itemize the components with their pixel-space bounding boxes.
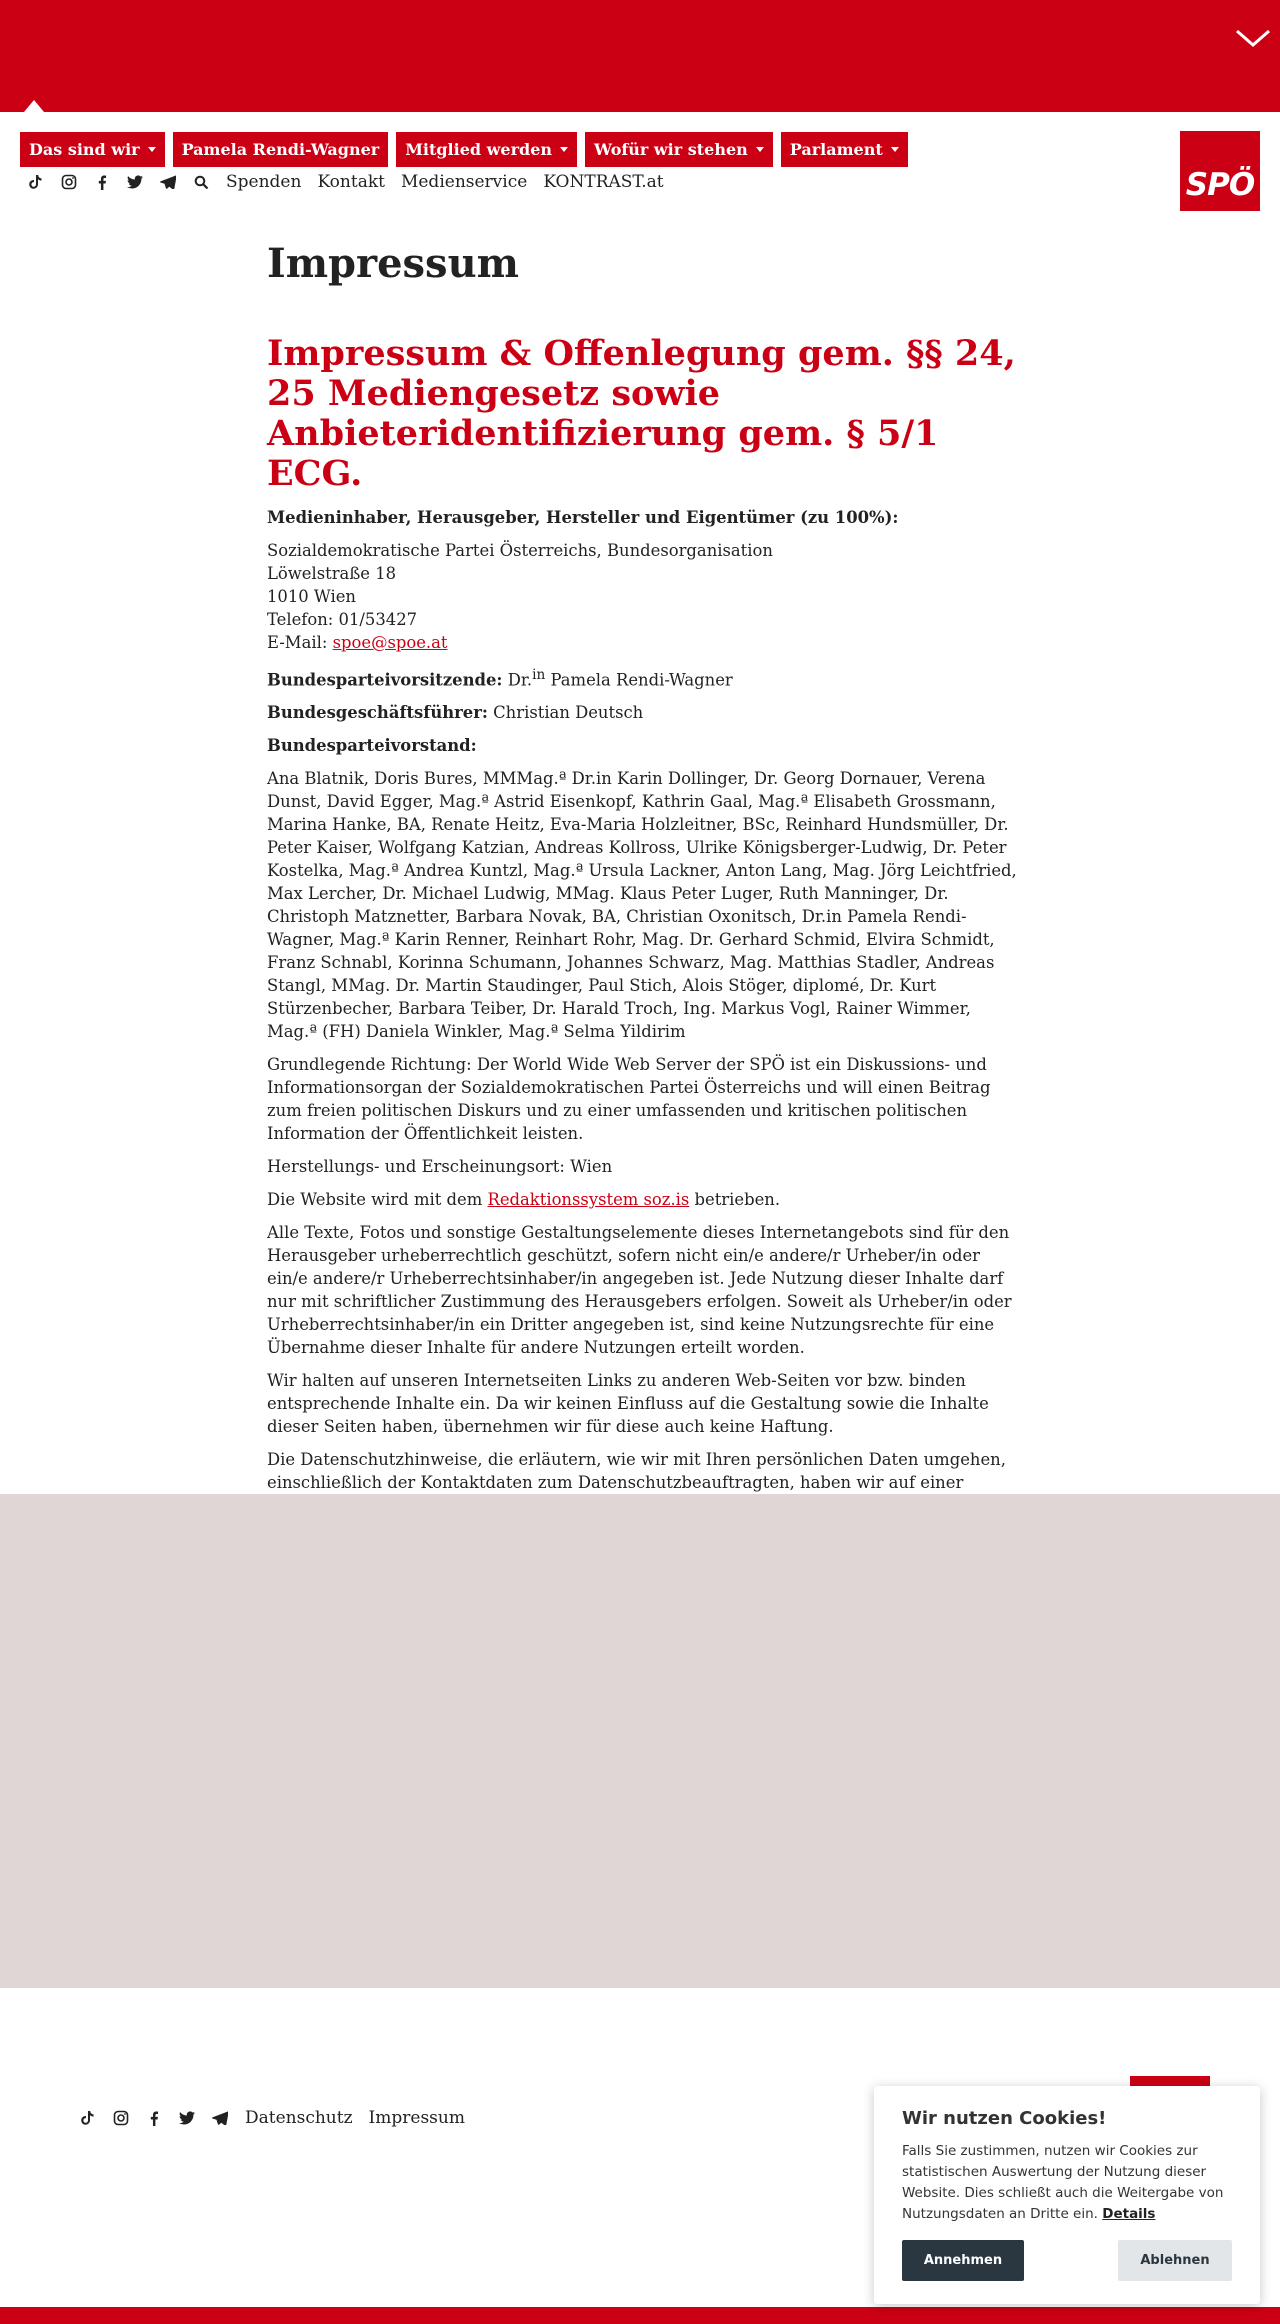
- bottom-bar: [0, 2307, 1280, 2324]
- nav-pamela-rendi-wagner[interactable]: Pamela Rendi-Wagner: [173, 132, 389, 167]
- caret-down-icon: [891, 147, 899, 152]
- footer-banner-area: [0, 1494, 1280, 1988]
- place-text: Herstellungs- und Erscheinungsort: Wien: [267, 1157, 613, 1177]
- tiktok-icon[interactable]: [80, 2110, 96, 2126]
- cms-link[interactable]: Redaktionssystem soz.is: [487, 1190, 690, 1210]
- instagram-icon[interactable]: [61, 174, 77, 190]
- cookie-decline-button[interactable]: Ablehnen: [1118, 2240, 1232, 2281]
- direction-text: Grundlegende Richtung: Der World Wide Web Server der SPÖ ist ein Diskussions- und Informationsorgan der Sozialdemokratischen Partei Österreichs und will einen Beitrag zum freien politischen Diskurs und zu einer umfassenden und kritischen politischen Information der Öffentlichkeit leisten.: [267, 1055, 991, 1144]
- main-nav: [20, 132, 908, 167]
- top-banner: [0, 0, 1280, 112]
- cookie-title: Wir nutzen Cookies!: [902, 2108, 1107, 2129]
- privacy-text: Die Datenschutzhinweise, die erläutern, wie wir mit Ihren persönlichen Daten umgehen, einschließlich der Kontaktdaten zum Datenschutzbeauftragten, haben wir auf einer: [267, 1448, 1017, 1517]
- page-title: Impressum: [267, 240, 519, 287]
- cookie-buttons: [902, 2240, 1232, 2281]
- secondary-nav: [28, 172, 680, 192]
- instagram-icon[interactable]: [113, 2110, 129, 2126]
- owner-label: Medieninhaber, Herausgeber, Hersteller und Eigentümer (zu 100%):: [267, 508, 899, 527]
- imprint-heading: Impressum & Offenlegung gem. §§ 24, 25 Mediengesetz sowie Anbieteridentifizierung gem. § 5/1 ECG.: [267, 333, 1016, 494]
- link-kontakt[interactable]: Kontakt: [317, 172, 385, 192]
- cookie-accept-button[interactable]: Annehmen: [902, 2240, 1024, 2281]
- footer-nav: [80, 2108, 481, 2128]
- caret-down-icon: [148, 147, 156, 152]
- caret-down-icon: [756, 147, 764, 152]
- manager-line: Bundesgeschäftsführer: Christian Deutsch: [267, 703, 644, 723]
- twitter-icon[interactable]: [179, 2110, 195, 2126]
- nav-mitglied-werden[interactable]: Mitglied werden: [396, 132, 577, 167]
- link-kontrast[interactable]: KONTRAST.at: [543, 172, 664, 192]
- copyright-text: Alle Texte, Fotos und sonstige Gestaltungselemente dieses Internetangebots sind für den Herausgeber urheberrechtlich geschützt, sofern nicht ein/e andere/r Urheber/in oder ein/e andere/r Urheberrechtsinhaber/in angegeben ist. Jede Nutzung dieser Inhalte darf nur mit schriftlicher Zustimmung des Herausgebers erfolgen. Soweit als Urheber/in oder Urheberrechtsinhaber/in ein Dritter angegeben ist, sind keine Nutzungsrechte für eine Übernahme dieser Inhalte für andere Nutzungen erteilt worden.: [267, 1223, 1012, 1358]
- spoe-logo[interactable]: SPÖ: [1180, 131, 1260, 211]
- cookie-text: Falls Sie zustimmen, nutzen wir Cookies zur statistischen Auswertung der Nutzung dieser Website. Dies schließt auch die Weitergabe von Nutzungsdaten an Dritte ein. Details: [902, 2143, 1224, 2222]
- nav-das-sind-wir[interactable]: Das sind wir: [20, 132, 165, 167]
- chair-line: Bundesparteivorsitzende: Dr.$^{in}$ Pamela Rendi-Wagner: [267, 667, 733, 690]
- footer-link-impressum[interactable]: Impressum: [368, 2108, 465, 2128]
- telegram-icon[interactable]: [212, 2110, 228, 2126]
- board-members: Ana Blatnik, Doris Bures, MMMag.ª Dr.in Karin Dollinger, Dr. Georg Dornauer, Verena Dunst, David Egger, Mag.ª Astrid Eisenkopf, Kathrin Gaal, Mag.ª Elisabeth Grossmann, Marina Hanke, BA, Renate Heitz, Eva-Maria Holzleitner, BSc, Reinhard Hundsmüller, Dr. Peter Kaiser, Wolfgang Katzian, Andreas Kollross, Ulrike Königsberger-Ludwig, Dr. Peter Kostelka, Mag.ª Andrea Kuntzl, Mag.ª Ursula Lackner, Anton Lang, Mag. Jörg Leichtfried, Max Lercher, Dr. Michael Ludwig, MMag. Klaus Peter Luger, Ruth Manninger, Dr. Christoph Matznetter, Barbara Novak, BA, Christian Oxonitsch, Dr.in Pamela Rendi-Wagner, Mag.ª Karin Renner, Reinhart Rohr, Mag. Dr. Gerhard Schmid, Elvira Schmidt, Franz Schnabl, Korinna Schumann, Johannes Schwarz, Mag. Matthias Stadler, Andreas Stangl, MMag. Dr. Martin Staudinger, Paul Stich, Alois Stöger, diplomé, Dr. Kurt Stürzenbecher, Barbara Teiber, Dr. Harald Troch, Ing. Markus Vogl, Rainer Wimmer, Mag.ª (FH) Daniela Winkler, Mag.ª Selma Yildirim: [267, 769, 1017, 1042]
- menu-indicator: [24, 100, 44, 112]
- board-label: Bundesparteivorstand:: [267, 736, 477, 756]
- caret-down-icon: [560, 147, 568, 152]
- search-icon[interactable]: [193, 174, 209, 190]
- telegram-icon[interactable]: [160, 174, 176, 190]
- nav-parlament[interactable]: Parlament: [781, 132, 908, 167]
- facebook-icon[interactable]: [94, 174, 110, 190]
- email-link[interactable]: spoe@spoe.at: [332, 633, 448, 652]
- tiktok-icon[interactable]: [28, 174, 44, 190]
- link-medienservice[interactable]: Medienservice: [400, 172, 528, 192]
- links-disclaimer: Wir halten auf unseren Internetseiten Links zu anderen Web-Seiten vor bzw. binden entsprechende Inhalte ein. Da wir keinen Einfluss auf die Gestaltung sowie die Inhalte dieser Seiten haben, übernehmen wir für diese auch keine Haftung.: [267, 1371, 989, 1437]
- cms-text: Die Website wird mit dem Redaktionssystem soz.is betrieben.: [267, 1190, 781, 1210]
- footer-link-datenschutz[interactable]: Datenschutz: [245, 2108, 353, 2128]
- twitter-icon[interactable]: [127, 174, 143, 190]
- link-spenden[interactable]: Spenden: [226, 172, 302, 192]
- cookie-banner: [874, 2086, 1260, 2304]
- chevron-down-icon[interactable]: [1234, 26, 1272, 50]
- address-block: Sozialdemokratische Partei Österreichs, Bundesorganisation Löwelstraße 18 1010 Wien Telefon: 01/53427 E-Mail: spoe@spoe.at: [267, 541, 773, 652]
- facebook-icon[interactable]: [146, 2110, 162, 2126]
- cookie-details-link[interactable]: Details: [1102, 2206, 1156, 2222]
- main-content: [267, 238, 1017, 1517]
- nav-wofuer-wir-stehen[interactable]: Wofür wir stehen: [585, 132, 773, 167]
